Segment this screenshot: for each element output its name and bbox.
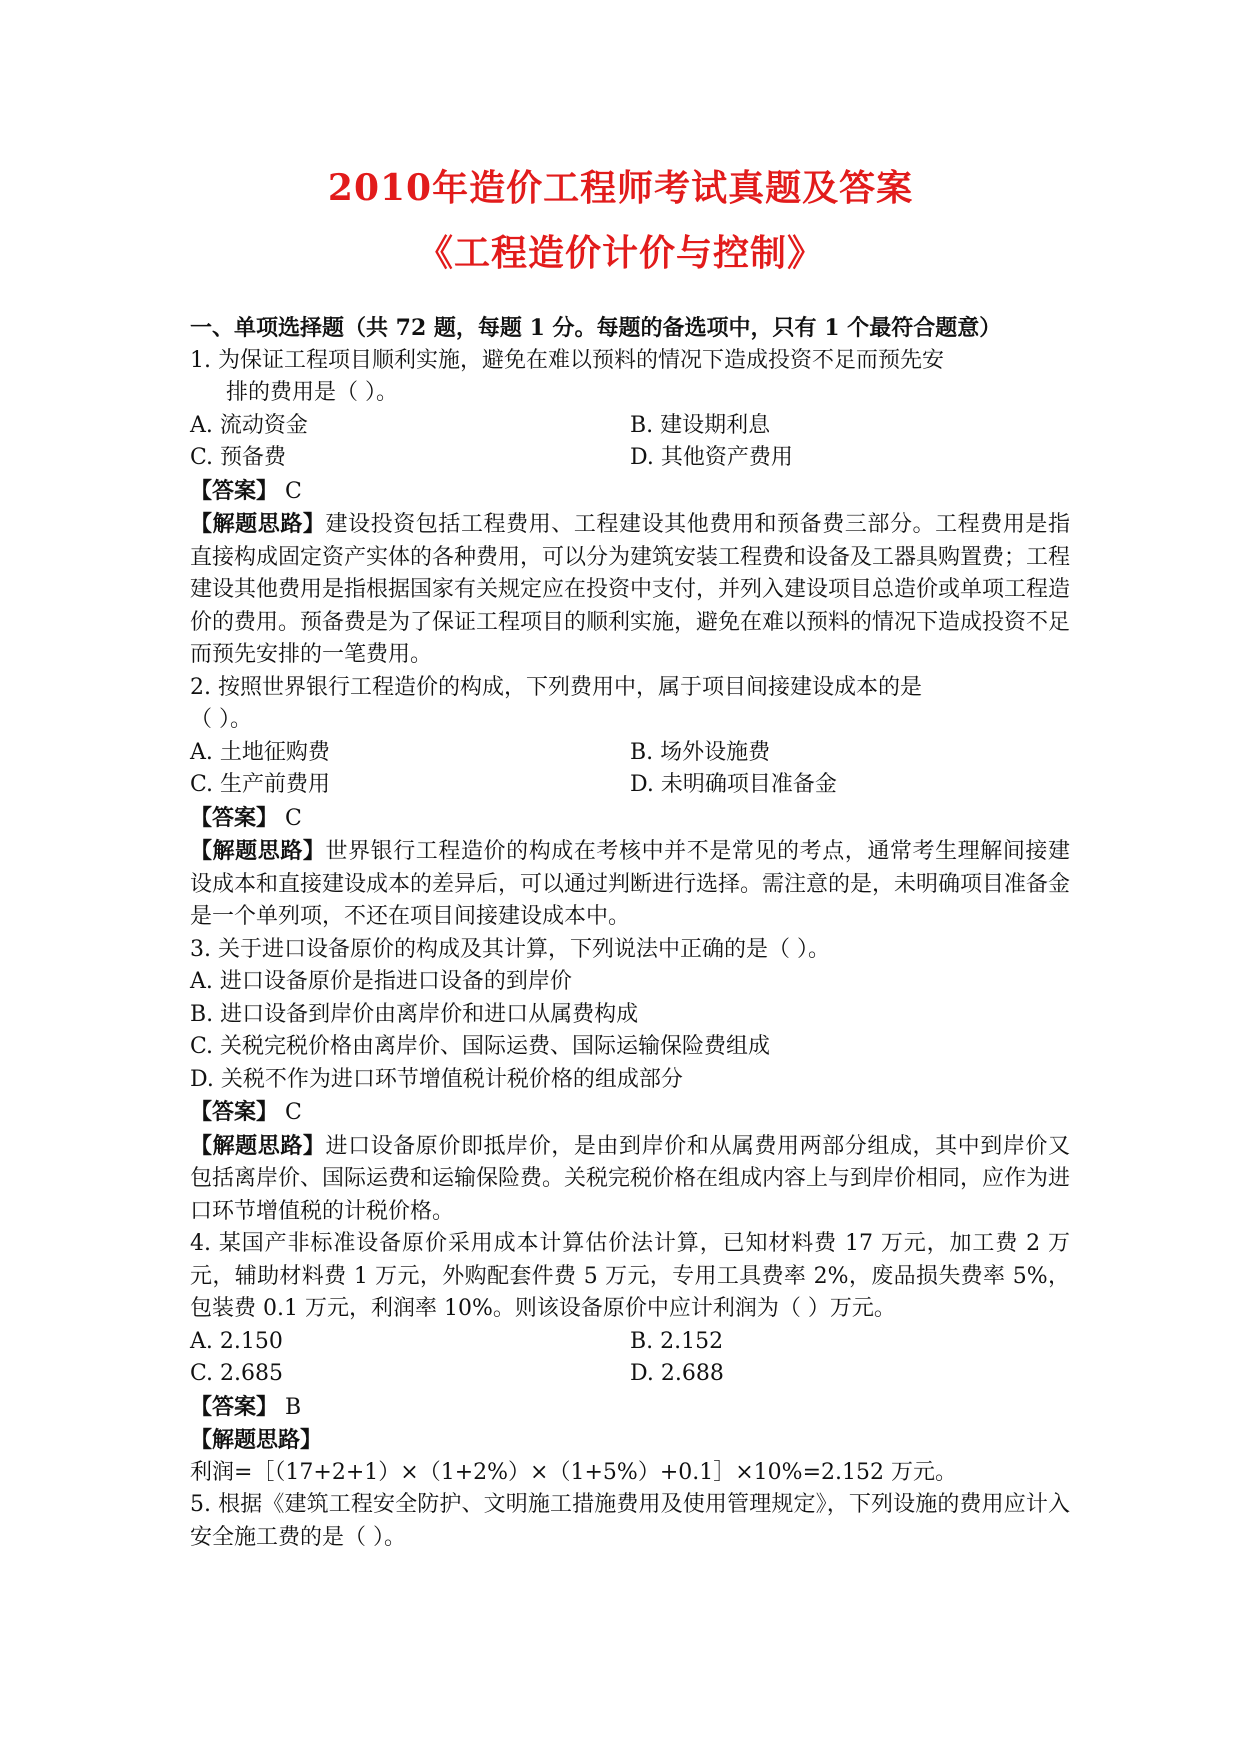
q3-option-b: B. 进口设备到岸价由离岸价和进口从属费构成: [190, 1001, 639, 1027]
q3-option-a: A. 进口设备原价是指进口设备的到岸价: [190, 969, 572, 994]
q4-analysis-label: 【解题思路】: [190, 1427, 323, 1453]
document-subtitle: 《工程造价计价与控制》: [416, 232, 824, 274]
q4-option-a: A. 2.150: [190, 1328, 283, 1354]
q4-answer-value: B: [278, 1394, 302, 1420]
q4-formula: 利润=［（17+2+1）×（1+2%）×（1+5%）+0.1］×10%=2.152 万元。: [190, 1459, 957, 1485]
q3-answer-value: C: [278, 1100, 302, 1125]
q2-options-row2: [190, 769, 1070, 802]
q4-option-b: B. 2.152: [630, 1328, 724, 1354]
q1-option-c: C. 预备费: [190, 445, 287, 470]
q1-option-d: D. 其他资产费用: [630, 445, 793, 470]
answer-label: 【答案】: [190, 804, 279, 831]
q4-stem: 4. 某国产非标准设备原价采用成本计算估价法计算，已知材料费 17 万元，加工费 2 万元，辅助材料费 1 万元，外购配套件费 5 万元，专用工具费率 2%，废品损失费率 5%，包装费 0.1 万元，利润率 10%。则该设备原价中应计利润为（ ）万元。: [190, 1231, 1070, 1321]
q5-stem: 5. 根据《建筑工程安全防护、文明施工措施费用及使用管理规定》，下列设施的费用应计入安全施工费的是（ ）。: [190, 1492, 1070, 1550]
q3-stem: 3. 关于进口设备原价的构成及其计算，下列说法中正确的是（ ）。: [190, 936, 830, 962]
q3-analysis-text: 进口设备原价即抵岸价，是由到岸价和从属费用两部分组成，其中到岸价又包括离岸价、国际运费和运输保险费。关税完税价格在组成内容上与到岸价相同，应作为进口环节增值税的计税价格。: [190, 1133, 1071, 1224]
q3-option-d: D. 关税不作为进口环节增值税计税价格的组成部分: [190, 1066, 683, 1092]
document-body: [190, 312, 1070, 1554]
q1-option-a: A. 流动资金: [190, 412, 308, 438]
q1-stem-line1: 1. 为保证工程项目顺利实施，避免在难以预料的情况下造成投资不足而预先安: [190, 347, 944, 373]
q2-option-c: C. 生产前费用: [190, 772, 331, 797]
q2-stem-line1: 2. 按照世界银行工程造价的构成，下列费用中，属于项目间接建设成本的是: [190, 674, 922, 700]
q3-analysis: [190, 1130, 1070, 1229]
document-title: 2010年造价工程师考试真题及答案: [327, 167, 914, 209]
q1-options-row1: [190, 410, 1070, 443]
q1-options-row2: [190, 442, 1070, 475]
q4-option-c: C. 2.685: [190, 1361, 284, 1386]
q2-option-a: A. 土地征购费: [190, 739, 330, 765]
q4-options-row1: [190, 1326, 1070, 1359]
q1-answer: [190, 475, 1070, 509]
section-heading: 一、单项选择题（共 72 题，每题 1 分。每题的备选项中，只有 1 个最符合题意）: [190, 315, 1002, 341]
q2-answer: [190, 802, 1070, 836]
q3-answer: [190, 1096, 1070, 1130]
q1-stem-line2: 排的费用是（ ）。: [226, 380, 398, 405]
analysis-label: 【解题思路】: [190, 1132, 326, 1159]
analysis-label: 【解题思路】: [190, 838, 326, 864]
q2-option-d: D. 未明确项目准备金: [630, 772, 837, 797]
q2-option-b: B. 场外设施费: [630, 739, 771, 765]
q1-option-b: B. 建设期利息: [630, 412, 771, 438]
answer-label: 【答案】: [190, 1393, 279, 1420]
answer-label: 【答案】: [190, 1099, 279, 1125]
q1-analysis-text: 建设投资包括工程费用、工程建设其他费用和预备费三部分。工程费用是指直接构成固定资产实体的各种费用，可以分为建筑安装工程费和设备及工器具购置费；工程建设其他费用是指根据国家有关规定应在投资中支付，并列入建设项目总造价或单项工程造价的费用。预备费是为了保证工程项目的顺利实施，避免在难以预料的情况下造成投资不足而预先安排的一笔费用。: [190, 512, 1071, 667]
q2-answer-value: C: [278, 805, 302, 831]
q2-analysis: [190, 835, 1070, 934]
q4-option-d: D. 2.688: [630, 1361, 724, 1386]
q2-stem-line2: （ ）。: [190, 707, 252, 732]
analysis-label: 【解题思路】: [190, 511, 326, 537]
q3-option-c: C. 关税完税价格由离岸价、国际运费、国际运输保险费组成: [190, 1034, 771, 1059]
q2-analysis-text: 世界银行工程造价的构成在考核中并不是常见的考点，通常考生理解间接建设成本和直接建设成本的差异后，可以通过判断进行选择。需注意的是，未明确项目准备金是一个单列项，不还在项目间接建设成本中。: [190, 839, 1071, 929]
q4-answer: [190, 1391, 1070, 1425]
q1-answer-value: C: [278, 478, 302, 504]
answer-label: 【答案】: [190, 477, 279, 504]
q4-options-row2: [190, 1358, 1070, 1391]
q2-options-row1: [190, 737, 1070, 770]
q1-analysis: [190, 508, 1070, 672]
